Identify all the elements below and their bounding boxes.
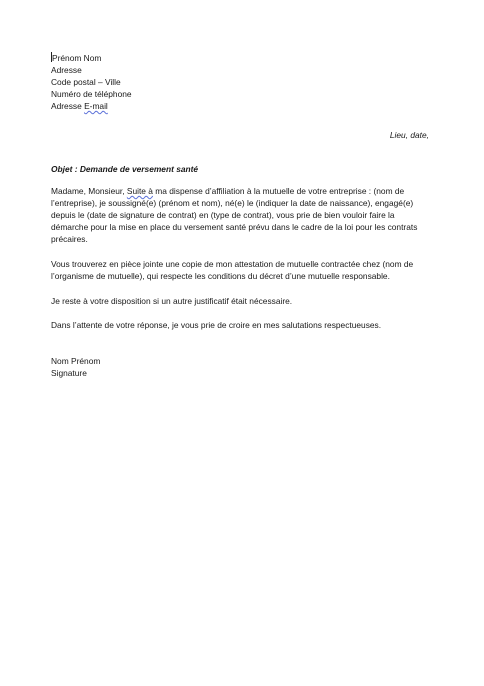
paragraph-line: l’entreprise), je soussigné(e) (prénom et nom), né(e) le (indiquer la date de naissance), engagé(e) [51, 198, 414, 208]
paragraph-line: Je reste à votre disposition si un autre justificatif était nécessaire. [51, 296, 293, 306]
paragraph-text: ma dispense d’affiliation à la mutuelle de votre entreprise : (nom de [152, 186, 405, 196]
paragraph-line [51, 185, 433, 197]
signoff-block [51, 355, 100, 379]
sender-block [51, 52, 351, 112]
paragraph-availability [51, 295, 433, 307]
paragraph-request [51, 185, 433, 245]
sender-email-line [51, 100, 351, 112]
sender-postal-city: Code postal – Ville [51, 77, 121, 87]
paragraph-line: précaires. [51, 234, 88, 244]
signoff-signature: Signature [51, 368, 87, 378]
sender-address: Adresse [51, 65, 82, 75]
paragraph-line: depuis le (date de signature de contrat) en (type de contrat), vous prie de bien vouloir faire la [51, 210, 395, 220]
sender-name-line [51, 52, 351, 64]
paragraph-closing [51, 319, 433, 331]
place-date: Lieu, date, [389, 130, 429, 140]
greeting-text: Madame, Monsieur, [51, 186, 127, 196]
sender-phone: Numéro de téléphone [51, 89, 132, 99]
paragraph-attachment [51, 258, 433, 282]
paragraph-line: Dans l’attente de votre réponse, je vous prie de croire en mes salutations respectueuses. [51, 320, 382, 330]
signoff-name: Nom Prénom [51, 356, 101, 366]
sender-email-word: E-mail [84, 101, 108, 111]
sender-email-prefix: Adresse [51, 101, 85, 111]
sender-name: Prénom Nom [52, 53, 102, 63]
paragraph-line: l’organisme de mutuelle), qui respecte les conditions du décret d’une mutuelle responsable. [51, 271, 390, 281]
paragraph-line: démarche pour la mise en place du versement santé prévu dans le cadre de la loi pour les contrats [51, 222, 418, 232]
spellcheck-flagged-text: Suite à [126, 186, 153, 196]
paragraph-line: Vous trouverez en pièce jointe une copie de mon attestation de mutuelle contractée chez (nom de [51, 259, 414, 269]
letter-subject: Objet : Demande de versement santé [51, 164, 199, 174]
